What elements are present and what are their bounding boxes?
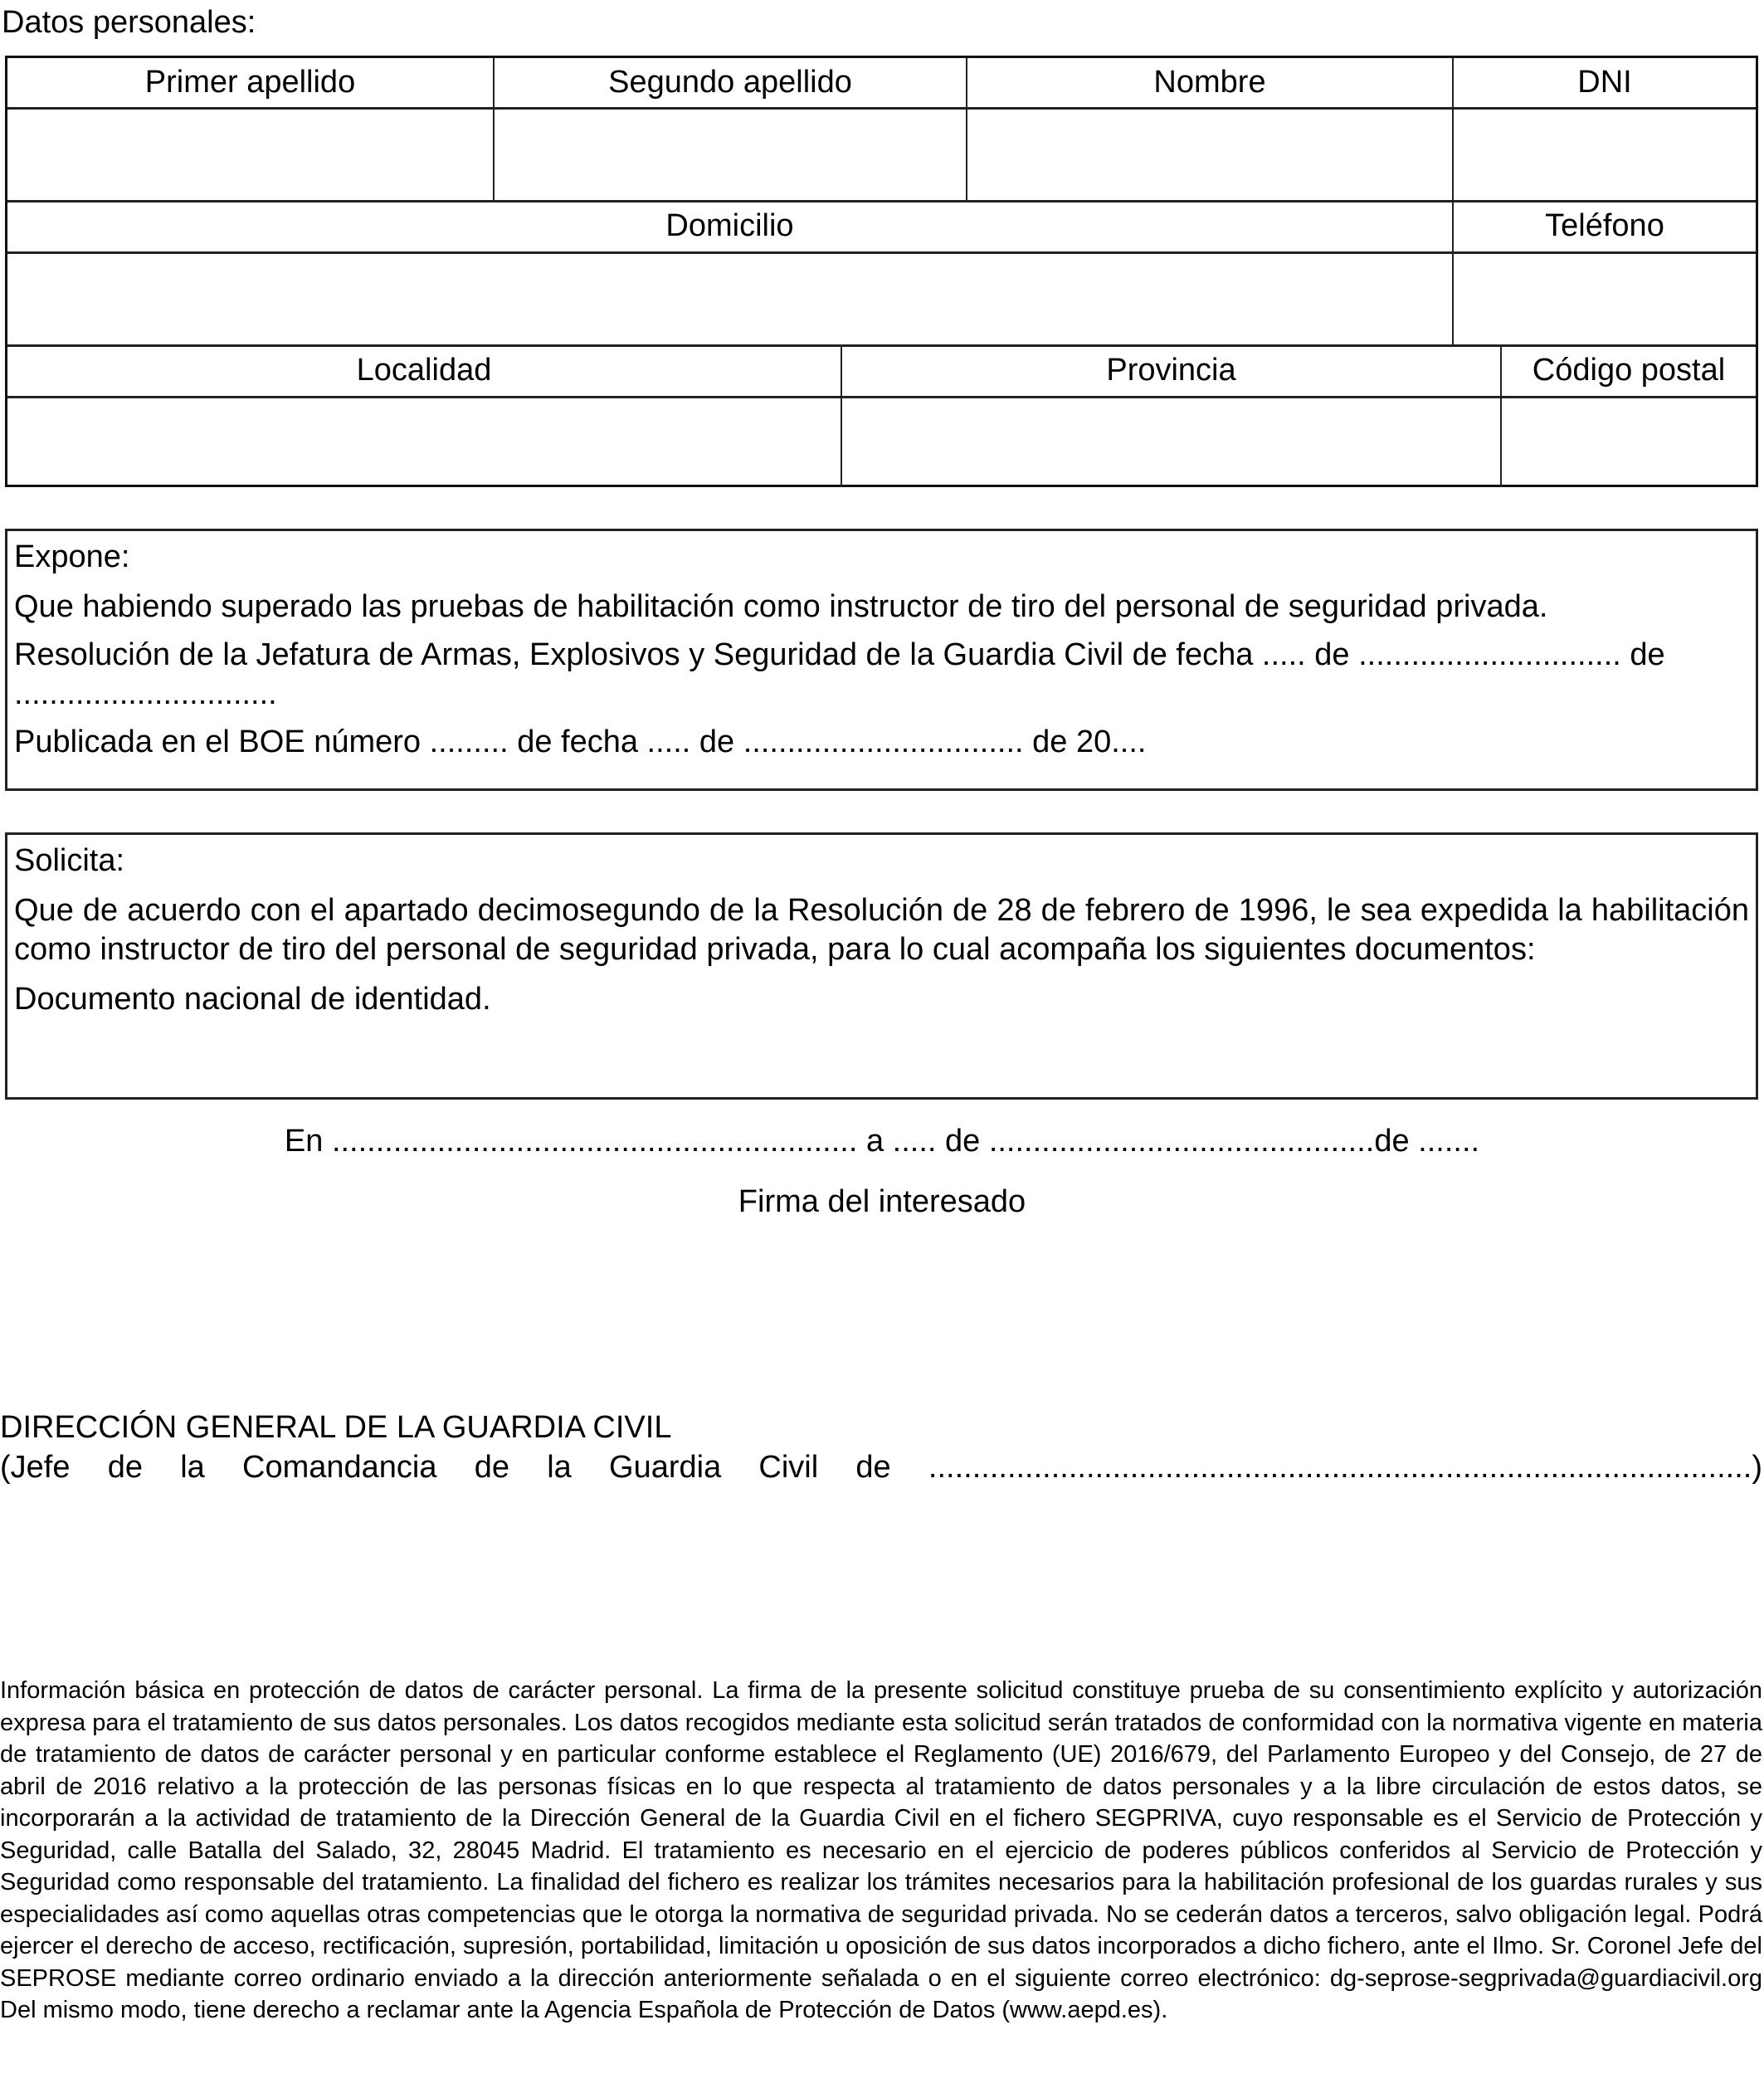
primer-apellido-field[interactable] (7, 110, 493, 200)
document-item: Documento nacional de identidad. (14, 982, 491, 1017)
header-dni: DNI (1577, 65, 1632, 100)
expone-statement: Que habiendo superado las pruebas de habilitación como instructor de tiro del personal de seguridad privada. (14, 589, 1548, 624)
signature-label: Firma del interesado (738, 1184, 1026, 1219)
place-date-line[interactable]: En ............................................................ a ..... de ............................................de ....... (284, 1124, 1480, 1159)
solicita-paragraph: Que de acuerdo con el apartado decimosegundo de la Resolución de 28 de febrero de 1996, le sea expedida la habilitación como instructor de tiro del personal de seguridad privada, para lo cual acompaña los siguientes documentos: (14, 893, 1749, 967)
header-localidad: Localidad (356, 353, 492, 388)
provincia-field[interactable] (842, 398, 1500, 485)
telefono-field[interactable] (1454, 254, 1756, 344)
personal-data-table (5, 56, 1758, 487)
codigo-postal-field[interactable] (1502, 398, 1756, 485)
localidad-field[interactable] (7, 398, 841, 485)
header-segundo-apellido: Segundo apellido (608, 65, 852, 100)
dni-field[interactable] (1454, 110, 1756, 200)
header-primer-apellido: Primer apellido (144, 65, 356, 100)
header-telefono: Teléfono (1545, 208, 1664, 243)
privacy-notice: Información básica en protección de datos de carácter personal. La firma de la presente solicitud constituye prueba de su consentimiento explícito y autorización expresa para el tratamiento de sus datos personales. Los datos recogidos mediante esta solicitud serán tratados de conformidad con la normativa vigente en materia de tratamiento de datos de carácter personal y en particular conforme establece el Reglamento (UE) 2016/679, del Parlamento Europeo y del Consejo, de 27 de abril de 2016 relativo a la protección de las personas físicas en lo que respecta al tratamiento de datos personales y a la libre circulación de estos datos, se incorporarán a la actividad de tratamiento de la Dirección General de la Guardia Civil en el fichero SEGPRIVA, cuyo responsable es el Servicio de Protección y Seguridad, calle Batalla del Salado, 32, 28045 Madrid. El tratamiento es necesario en el ejercicio de poderes públicos conferidos al Servicio de Protección y Seguridad como responsable del tratamiento. La finalidad del fichero es realizar los trámites necesarios para la habilitación profesional de los guardas rurales y sus especialidades así como aquellas otras competencias que le otorga la normativa de seguridad privada. No se cederán datos a terceros, salvo obligación legal. Podrá ejercer el derecho de acceso, rectificación, supresión, portabilidad, limitación u oposición de sus datos incorporados a dicho fichero, ante el Ilmo. Sr. Coronel Jefe del SEPROSE mediante correo ordinario enviado a la dirección anteriormente señalada o en el siguiente correo electrónico: dg-seprose-segprivada@guardiacivil.org Del mismo modo, tiene derecho a reclamar ante la Agencia Española de Protección de Datos (www.aepd.es). (0, 1677, 1762, 2023)
domicilio-field[interactable] (7, 254, 1452, 344)
section-title-datos-personales: Datos personales: (2, 5, 256, 40)
header-domicilio: Domicilio (665, 208, 794, 243)
header-nombre: Nombre (1153, 65, 1266, 100)
header-provincia: Provincia (1106, 353, 1236, 388)
addressee-line-2[interactable]: (Jefe de la Comandancia de la Guardia Civil de ..............................................................................................) (0, 1450, 1762, 1485)
expone-boe-line[interactable]: Publicada en el BOE número ......... de fecha ..... de ................................ de 20.... (14, 725, 1147, 759)
nombre-field[interactable] (967, 110, 1452, 200)
expone-resolucion-line[interactable]: Resolución de la Jefatura de Armas, Explosivos y Seguridad de la Guardia Civil de fecha ..... de .............................. de .............................. (14, 637, 1665, 711)
expone-section (5, 529, 1758, 791)
solicita-heading: Solicita: (14, 843, 125, 878)
expone-heading: Expone: (14, 539, 130, 574)
solicita-section (5, 832, 1758, 1100)
header-codigo-postal: Código postal (1532, 353, 1726, 388)
segundo-apellido-field[interactable] (495, 110, 966, 200)
addressee-line-1: DIRECCIÓN GENERAL DE LA GUARDIA CIVIL (0, 1410, 672, 1445)
